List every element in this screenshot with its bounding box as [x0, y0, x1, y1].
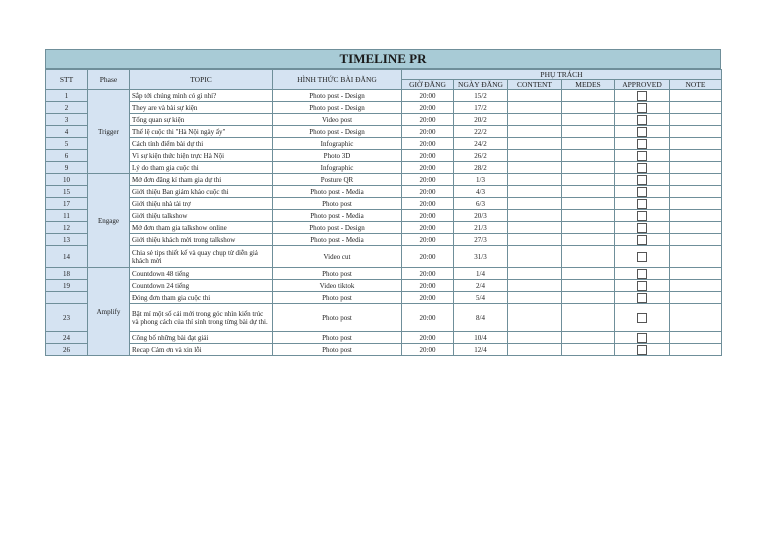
row-note [670, 246, 722, 268]
row-note [670, 222, 722, 234]
row-time: 20:00 [402, 304, 454, 332]
row-stt: 4 [46, 126, 88, 138]
row-date: 22/2 [454, 126, 508, 138]
row-time: 20:00 [402, 162, 454, 174]
row-topic: Tổng quan sự kiện [130, 114, 273, 126]
header-date: NGÀY ĐĂNG [454, 80, 508, 90]
row-content [508, 280, 562, 292]
row-medes [562, 280, 615, 292]
row-content [508, 186, 562, 198]
row-note [670, 90, 722, 102]
row-medes [562, 186, 615, 198]
approved-checkbox[interactable] [637, 175, 647, 185]
row-content [508, 344, 562, 356]
approved-checkbox[interactable] [637, 127, 647, 137]
phase-label: Trigger [88, 90, 130, 174]
row-note [670, 210, 722, 222]
row-content [508, 222, 562, 234]
row-time: 20:00 [402, 210, 454, 222]
row-date: 12/4 [454, 344, 508, 356]
approved-checkbox[interactable] [637, 252, 647, 262]
row-note [670, 126, 722, 138]
row-time: 20:00 [402, 138, 454, 150]
row-format: Photo post - Design [273, 126, 402, 138]
row-stt: 10 [46, 174, 88, 186]
row-medes [562, 332, 615, 344]
row-format: Photo post - Design [273, 90, 402, 102]
row-time: 20:00 [402, 90, 454, 102]
row-approved-cell [615, 126, 670, 138]
row-format: Infographic [273, 162, 402, 174]
row-note [670, 174, 722, 186]
table-row [46, 234, 722, 246]
row-approved-cell [615, 332, 670, 344]
table-row [46, 162, 722, 174]
row-approved-cell [615, 138, 670, 150]
row-medes [562, 234, 615, 246]
row-date: 4/3 [454, 186, 508, 198]
row-medes [562, 198, 615, 210]
row-date: 2/4 [454, 280, 508, 292]
row-topic: Countdown 24 tiếng [130, 280, 273, 292]
row-date: 26/2 [454, 150, 508, 162]
header-topic: TOPIC [130, 70, 273, 90]
approved-checkbox[interactable] [637, 293, 647, 303]
row-topic: Thể lệ cuộc thi "Hà Nội ngày ấy" [130, 126, 273, 138]
row-format: Photo post - Media [273, 210, 402, 222]
row-stt: 14 [46, 246, 88, 268]
row-content [508, 210, 562, 222]
row-format: Photo post - Design [273, 222, 402, 234]
row-date: 6/3 [454, 198, 508, 210]
row-time: 20:00 [402, 246, 454, 268]
row-topic: Chia sẻ tips thiết kế và quay chụp từ diễn giả khách mời [130, 246, 273, 268]
row-medes [562, 90, 615, 102]
row-topic: Recap Cảm ơn và xin lỗi [130, 344, 273, 356]
header-phase: Phase [88, 70, 130, 90]
approved-checkbox[interactable] [637, 269, 647, 279]
row-format: Video tiktok [273, 280, 402, 292]
row-note [670, 102, 722, 114]
row-medes [562, 162, 615, 174]
row-note [670, 162, 722, 174]
approved-checkbox[interactable] [637, 313, 647, 323]
header-approved: APPROVED [615, 80, 670, 90]
row-medes [562, 304, 615, 332]
row-stt [46, 292, 88, 304]
row-stt: 5 [46, 138, 88, 150]
row-date: 20/2 [454, 114, 508, 126]
row-format: Video cut [273, 246, 402, 268]
row-approved-cell [615, 304, 670, 332]
table-row [46, 114, 722, 126]
row-date: 27/3 [454, 234, 508, 246]
row-topic: Mở đơn đăng kí tham gia dự thi [130, 174, 273, 186]
header-content: CONTENT [508, 80, 562, 90]
approved-checkbox[interactable] [637, 223, 647, 233]
row-approved-cell [615, 222, 670, 234]
row-topic: Giới thiệu nhà tài trợ [130, 198, 273, 210]
row-medes [562, 246, 615, 268]
row-time: 20:00 [402, 126, 454, 138]
row-date: 17/2 [454, 102, 508, 114]
row-approved-cell [615, 114, 670, 126]
row-date: 10/4 [454, 332, 508, 344]
row-note [670, 234, 722, 246]
row-topic: Giới thiệu Ban giám khảo cuộc thi [130, 186, 273, 198]
approved-checkbox[interactable] [637, 163, 647, 173]
row-content [508, 268, 562, 280]
row-approved-cell [615, 246, 670, 268]
table-row [46, 138, 722, 150]
row-time: 20:00 [402, 174, 454, 186]
phase-label: Amplify [88, 268, 130, 356]
row-stt: 17 [46, 198, 88, 210]
row-content [508, 304, 562, 332]
row-time: 20:00 [402, 332, 454, 344]
row-format: Photo post [273, 304, 402, 332]
row-stt: 9 [46, 162, 88, 174]
row-topic: Lý do tham gia cuộc thi [130, 162, 273, 174]
row-topic: Mở đơn tham gia talkshow online [130, 222, 273, 234]
row-time: 20:00 [402, 150, 454, 162]
sheet-title: TIMELINE PR [45, 49, 721, 69]
row-time: 20:00 [402, 234, 454, 246]
row-approved-cell [615, 150, 670, 162]
row-content [508, 150, 562, 162]
row-content [508, 138, 562, 150]
header-stt: STT [46, 70, 88, 90]
row-medes [562, 292, 615, 304]
row-topic: Giới thiệu talkshow [130, 210, 273, 222]
row-note [670, 150, 722, 162]
row-format: Video post [273, 114, 402, 126]
row-topic: They are và bài sự kiện [130, 102, 273, 114]
row-format: Infographic [273, 138, 402, 150]
row-note [670, 280, 722, 292]
table-row [46, 268, 722, 280]
row-date: 8/4 [454, 304, 508, 332]
row-format: Photo post - Design [273, 102, 402, 114]
row-content [508, 114, 562, 126]
row-time: 20:00 [402, 198, 454, 210]
row-note [670, 138, 722, 150]
row-format: Photo post [273, 292, 402, 304]
row-note [670, 198, 722, 210]
row-stt: 3 [46, 114, 88, 126]
row-time: 20:00 [402, 268, 454, 280]
row-stt: 24 [46, 332, 88, 344]
row-stt: 19 [46, 280, 88, 292]
header-note: NOTE [670, 80, 722, 90]
row-note [670, 332, 722, 344]
row-content [508, 234, 562, 246]
row-time: 20:00 [402, 292, 454, 304]
row-stt: 6 [46, 150, 88, 162]
row-approved-cell [615, 174, 670, 186]
row-medes [562, 344, 615, 356]
row-topic: Giới thiệu khách mời trong talkshow [130, 234, 273, 246]
row-date: 5/4 [454, 292, 508, 304]
row-stt: 11 [46, 210, 88, 222]
row-note [670, 304, 722, 332]
table-row [46, 186, 722, 198]
row-format: Photo post - Media [273, 186, 402, 198]
row-content [508, 246, 562, 268]
table-row [46, 222, 722, 234]
timeline-table [45, 69, 722, 356]
row-medes [562, 150, 615, 162]
row-stt: 18 [46, 268, 88, 280]
row-content [508, 126, 562, 138]
row-medes [562, 210, 615, 222]
row-medes [562, 222, 615, 234]
header-time: GIỜ ĐĂNG [402, 80, 454, 90]
row-topic: Công bố những bài đạt giải [130, 332, 273, 344]
row-content [508, 102, 562, 114]
row-date: 1/3 [454, 174, 508, 186]
approved-checkbox[interactable] [637, 187, 647, 197]
row-content [508, 90, 562, 102]
table-row [46, 344, 722, 356]
table-row [46, 174, 722, 186]
row-topic: Countdown 48 tiếng [130, 268, 273, 280]
row-content [508, 162, 562, 174]
row-note [670, 344, 722, 356]
row-medes [562, 174, 615, 186]
row-medes [562, 114, 615, 126]
approved-checkbox[interactable] [637, 139, 647, 149]
row-note [670, 292, 722, 304]
table-row [46, 304, 722, 332]
row-approved-cell [615, 268, 670, 280]
table-row [46, 198, 722, 210]
table-row [46, 210, 722, 222]
row-stt: 23 [46, 304, 88, 332]
approved-checkbox[interactable] [637, 151, 647, 161]
row-date: 20/3 [454, 210, 508, 222]
row-time: 20:00 [402, 186, 454, 198]
row-approved-cell [615, 90, 670, 102]
row-medes [562, 102, 615, 114]
table-row [46, 126, 722, 138]
row-approved-cell [615, 344, 670, 356]
row-date: 28/2 [454, 162, 508, 174]
row-content [508, 174, 562, 186]
row-date: 31/3 [454, 246, 508, 268]
header-format: HÌNH THỨC BÀI ĐĂNG [273, 70, 402, 90]
row-date: 15/2 [454, 90, 508, 102]
approved-checkbox[interactable] [637, 281, 647, 291]
approved-checkbox[interactable] [637, 199, 647, 209]
row-time: 20:00 [402, 344, 454, 356]
phase-label: Engage [88, 174, 130, 268]
approved-checkbox[interactable] [637, 333, 647, 343]
row-note [670, 114, 722, 126]
approved-checkbox[interactable] [637, 345, 647, 355]
row-stt: 12 [46, 222, 88, 234]
approved-checkbox[interactable] [637, 211, 647, 221]
table-row [46, 150, 722, 162]
row-stt: 1 [46, 90, 88, 102]
approved-checkbox[interactable] [637, 115, 647, 125]
row-content [508, 198, 562, 210]
table-row [46, 332, 722, 344]
table-row [46, 292, 722, 304]
row-format: Photo 3D [273, 150, 402, 162]
row-time: 20:00 [402, 222, 454, 234]
row-time: 20:00 [402, 114, 454, 126]
row-format: Photo post - Media [273, 234, 402, 246]
row-topic: Bật mí một số cái mới trong góc nhìn kiến trúc và phong cách của thí sinh trong từng bài dự thi. [130, 304, 273, 332]
row-approved-cell [615, 198, 670, 210]
timeline-sheet [45, 49, 721, 356]
row-stt: 15 [46, 186, 88, 198]
row-date: 21/3 [454, 222, 508, 234]
header-medes: MEDES [562, 80, 615, 90]
row-topic: Sắp tới chúng mình có gì nhỉ? [130, 90, 273, 102]
row-topic: Đóng đơn tham gia cuộc thi [130, 292, 273, 304]
row-approved-cell [615, 210, 670, 222]
row-note [670, 186, 722, 198]
header-responsible: PHỤ TRÁCH [402, 70, 722, 80]
row-approved-cell [615, 292, 670, 304]
approved-checkbox[interactable] [637, 103, 647, 113]
row-approved-cell [615, 102, 670, 114]
row-stt: 26 [46, 344, 88, 356]
table-row [46, 280, 722, 292]
table-row [46, 90, 722, 102]
row-format: Photo post [273, 344, 402, 356]
row-content [508, 332, 562, 344]
row-topic: Cách tính điểm bài dự thi [130, 138, 273, 150]
row-medes [562, 268, 615, 280]
row-approved-cell [615, 234, 670, 246]
table-body [46, 90, 722, 356]
row-medes [562, 126, 615, 138]
table-row [46, 102, 722, 114]
row-date: 24/2 [454, 138, 508, 150]
row-approved-cell [615, 186, 670, 198]
approved-checkbox[interactable] [637, 91, 647, 101]
row-format: Photo post [273, 268, 402, 280]
table-row [46, 246, 722, 268]
row-format: Posture QR [273, 174, 402, 186]
approved-checkbox[interactable] [637, 235, 647, 245]
row-topic: Vì sự kiện thức hiện trực Hà Nội [130, 150, 273, 162]
row-time: 20:00 [402, 102, 454, 114]
row-time: 20:00 [402, 280, 454, 292]
row-format: Photo post [273, 332, 402, 344]
row-content [508, 292, 562, 304]
row-approved-cell [615, 162, 670, 174]
row-stt: 2 [46, 102, 88, 114]
row-format: Photo post [273, 198, 402, 210]
row-medes [562, 138, 615, 150]
row-stt: 13 [46, 234, 88, 246]
row-date: 1/4 [454, 268, 508, 280]
row-note [670, 268, 722, 280]
row-approved-cell [615, 280, 670, 292]
